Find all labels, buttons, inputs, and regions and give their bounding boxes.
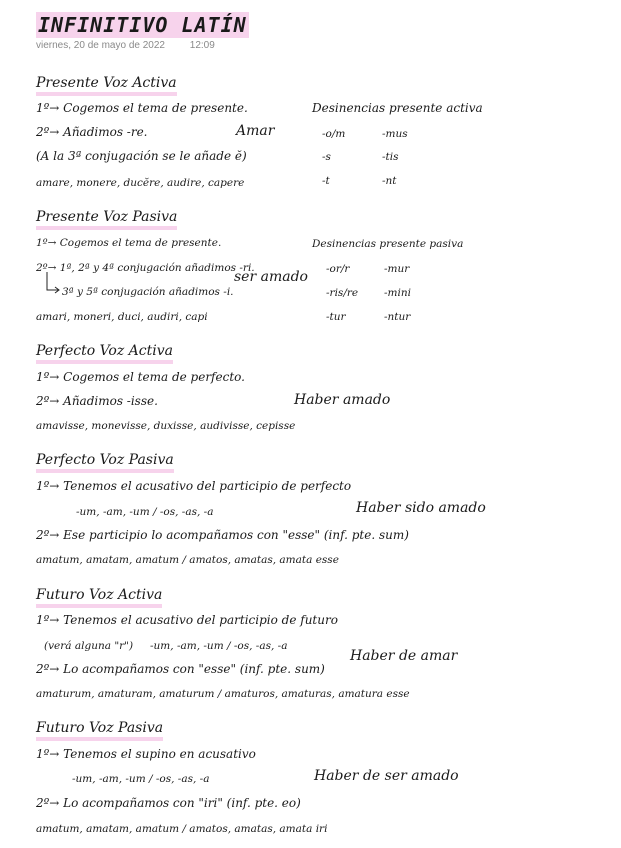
page-title: INFINITIVO LATÍN bbox=[38, 13, 247, 37]
heading-presente-activa: Presente Voz Activa bbox=[36, 74, 177, 96]
text-line: 2º→ Lo acompañamos con "iri" (inf. pte. eo) bbox=[36, 796, 301, 810]
translation: Haber de ser amado bbox=[314, 768, 459, 784]
text-line: amavisse, monevisse, duxisse, audivisse, cepisse bbox=[36, 420, 296, 432]
translation: Haber amado bbox=[294, 392, 391, 408]
desinencia: -o/m bbox=[322, 128, 346, 140]
text-line: 2º→ Lo acompañamos con "esse" (inf. pte. sum) bbox=[36, 662, 325, 676]
text-line: -um, -am, -um / -os, -as, -a bbox=[150, 640, 288, 652]
text-line: 2º→ Añadimos -isse. bbox=[36, 394, 158, 408]
text-line: 1º→ Cogemos el tema de presente. bbox=[36, 237, 222, 249]
desinencia: -mus bbox=[382, 128, 408, 140]
desinencia: -ris/re bbox=[326, 287, 359, 299]
text-line: 1º→ Cogemos el tema de perfecto. bbox=[36, 370, 245, 384]
text-line: amaturum, amaturam, amaturum / amaturos, amaturas, amatura esse bbox=[36, 688, 410, 700]
bracket-arrow-icon bbox=[44, 272, 62, 294]
text-line: 1º→ Cogemos el tema de presente. bbox=[36, 101, 248, 115]
text-line: (verá alguna "r") bbox=[44, 640, 134, 652]
text-line: 2º→ Ese participio lo acompañamos con "esse" (inf. pte. sum) bbox=[36, 528, 409, 542]
text-line: (A la 3ª conjugación se le añade ĕ) bbox=[36, 149, 247, 163]
time-label: 12:09 bbox=[189, 40, 215, 51]
translation: Haber de amar bbox=[350, 648, 458, 664]
text-line: 2º→ 1ª, 2ª y 4ª conjugación añadimos -ri. bbox=[36, 262, 255, 274]
heading-perfecto-activa: Perfecto Voz Activa bbox=[36, 342, 173, 364]
text-line: amatum, amatam, amatum / amatos, amatas, amata iri bbox=[36, 823, 328, 835]
desinencia: -t bbox=[322, 175, 330, 187]
desinencias-title: Desinencias presente pasiva bbox=[312, 238, 464, 250]
text-line: 3ª y 5ª conjugación añadimos -i. bbox=[62, 286, 234, 298]
heading-presente-pasiva: Presente Voz Pasiva bbox=[36, 208, 177, 230]
desinencia: -or/r bbox=[326, 263, 350, 275]
text-line: -um, -am, -um / -os, -as, -a bbox=[72, 773, 210, 785]
text-line: amatum, amatam, amatum / amatos, amatas, amata esse bbox=[36, 554, 339, 566]
desinencia: -tur bbox=[326, 311, 346, 323]
text-line: amari, moneri, duci, audiri, capi bbox=[36, 311, 208, 323]
text-line: 1º→ Tenemos el supino en acusativo bbox=[36, 747, 256, 761]
text-line: 2º→ Añadimos -re. bbox=[36, 125, 148, 139]
desinencias-title: Desinencias presente activa bbox=[312, 101, 483, 115]
text-line: 1º→ Tenemos el acusativo del participio de futuro bbox=[36, 613, 338, 627]
heading-futuro-pasiva: Futuro Voz Pasiva bbox=[36, 719, 163, 741]
text-line: -um, -am, -um / -os, -as, -a bbox=[76, 506, 214, 518]
desinencia: -mur bbox=[384, 263, 410, 275]
translation: Haber sido amado bbox=[356, 500, 486, 516]
text-line: 1º→ Tenemos el acusativo del participio de perfecto bbox=[36, 479, 352, 493]
desinencia: -s bbox=[322, 151, 331, 163]
page-meta bbox=[36, 40, 237, 51]
desinencia: -mini bbox=[384, 287, 411, 299]
desinencia: -ntur bbox=[384, 311, 411, 323]
desinencia: -nt bbox=[382, 175, 397, 187]
heading-perfecto-pasiva: Perfecto Voz Pasiva bbox=[36, 451, 174, 473]
date-label: viernes, 20 de mayo de 2022 bbox=[36, 40, 165, 51]
translation: ser amado bbox=[234, 269, 308, 285]
heading-futuro-activa: Futuro Voz Activa bbox=[36, 586, 162, 608]
translation: Amar bbox=[236, 123, 275, 139]
text-line: amare, monere, ducĕre, audire, capere bbox=[36, 177, 245, 189]
desinencia: -tis bbox=[382, 151, 399, 163]
